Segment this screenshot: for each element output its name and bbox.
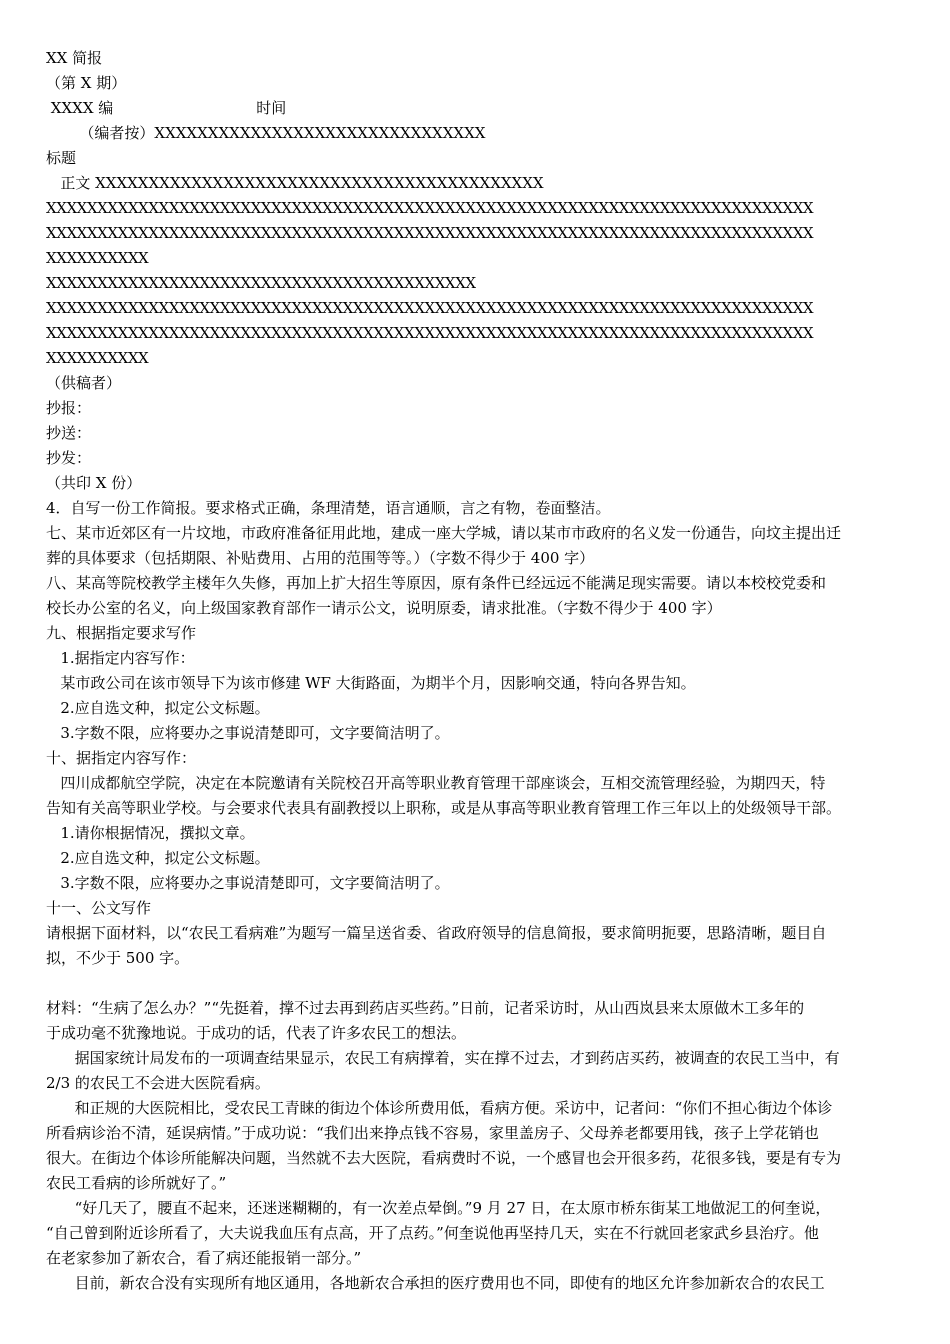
text-line: 3.字数不限，应将要办之事说清楚即可，文字要简洁明了。 [46,874,450,892]
text-line: 据国家统计局发布的一项调查结果显示，农民工有病撑着，实在撑不过去，才到药店买药，被调查的农民工当中，有 [46,1049,840,1067]
text-line: （第 X 期） [46,74,127,92]
text-line: 抄报： [46,399,92,417]
text-line: 拟，不少于 500 字。 [46,949,190,967]
text-line: XXXXXXXXXX [46,349,149,367]
text-line: XXXXXXXXXXXXXXXXXXXXXXXXXXXXXXXXXXXXXXXXXXXXXXXXXXXXXXXXXXXXXXXXXXXXXXXXXXX [46,324,814,342]
text-line: 农民工看病的诊所就好了。” [46,1174,227,1192]
text-line: XXXXXXXXXXXXXXXXXXXXXXXXXXXXXXXXXXXXXXXXXX [46,274,476,292]
text-line: 请根据下面材料，以“农民工看病难”为题写一篇呈送省委、省政府领导的信息简报，要求简明扼要，思路清晰，题目自 [46,924,827,942]
text-line: 所看病诊治不清，延误病情。”于成功说：“我们出来挣点钱不容易，家里盖房子、父母养老都要用钱，孩子上学花销也 [46,1124,819,1142]
text-line: 某市政公司在该市领导下为该市修建 WF 大街路面，为期半个月，因影响交通，特向各界告知。 [46,674,696,692]
text-line: 十、据指定内容写作： [46,749,197,767]
text-line: XXXX 编 时间 [46,99,287,117]
text-line: 2.应自选文种，拟定公文标题。 [46,699,270,717]
text-line: 3.字数不限，应将要办之事说清楚即可，文字要简洁明了。 [46,724,450,742]
text-line: 十一、公文写作 [46,899,152,917]
text-line: 正文 XXXXXXXXXXXXXXXXXXXXXXXXXXXXXXXXXXXXXXXXXX [46,174,544,192]
text-line: 2.应自选文种，拟定公文标题。 [46,849,270,867]
text-line: （共印 X 份） [46,474,142,492]
text-line: 葬的具体要求（包括期限、补贴费用、占用的范围等等。）（字数不得少于 400 字） [46,549,595,567]
text-line: 告知有关高等职业学校。与会要求代表具有副教授以上职称，或是从事高等职业教育管理工作三年以上的处级领导干部。 [46,799,842,817]
text-line: 八、某高等院校教学主楼年久失修，再加上扩大招生等原因，原有条件已经远远不能满足现实需要。请以本校校党委和 [46,574,827,592]
text-line: XXXXXXXXXXXXXXXXXXXXXXXXXXXXXXXXXXXXXXXXXXXXXXXXXXXXXXXXXXXXXXXXXXXXXXXXXXX [46,199,814,217]
text-line: 抄送： [46,424,92,442]
text-line [46,971,908,996]
text-line: “好几天了，腰直不起来，还迷迷糊糊的，有一次差点晕倒。”9 月 27 日，在太原市桥东街某工地做泥工的何奎说， [46,1199,831,1217]
text-line: （供稿者） [46,374,122,392]
text-line: XX 简报 [46,49,103,67]
text-line: 四川成都航空学院，决定在本院邀请有关院校召开高等职业教育管理干部座谈会，互相交流管理经验，为期四天，特 [46,774,826,792]
text-line: XXXXXXXXXXXXXXXXXXXXXXXXXXXXXXXXXXXXXXXXXXXXXXXXXXXXXXXXXXXXXXXXXXXXXXXXXXX [46,224,814,242]
text-line: 4．自写一份工作简报。要求格式正确，条理清楚，语言通顺，言之有物，卷面整洁。 [46,499,611,517]
text-line: 在老家参加了新农合，看了病还能报销一部分。” [46,1249,362,1267]
text-line: 七、某市近郊区有一片坟地，市政府准备征用此地，建成一座大学城，请以某市市政府的名义发一份通告，向坟主提出迁 [46,524,842,542]
text-line: 1.据指定内容写作： [46,649,195,667]
text-line: 1.请你根据情况，撰拟文章。 [46,824,255,842]
text-line: （编者按）XXXXXXXXXXXXXXXXXXXXXXXXXXXXXXX [46,124,486,142]
text-line: 材料：“生病了怎么办？”“先挺着，撑不过去再到药店买些药。”日前，记者采访时，从山西岚县来太原做木工多年的 [46,999,805,1017]
text-line: 标题 [46,149,77,167]
text-line: 校长办公室的名义，向上级国家教育部作一请示公文，说明原委，请求批准。（字数不得少于 400 字） [46,599,722,617]
text-line: XXXXXXXXXXXXXXXXXXXXXXXXXXXXXXXXXXXXXXXXXXXXXXXXXXXXXXXXXXXXXXXXXXXXXXXXXXX [46,299,814,317]
text-line: 九、根据指定要求写作 [46,624,197,642]
text-line: 抄发： [46,449,92,467]
text-line: 很大。在街边个体诊所能解决问题，当然就不去大医院，看病费时不说，一个感冒也会开很多药，花很多钱，要是有专为 [46,1149,842,1167]
text-line: “自己曾到附近诊所看了，大夫说我血压有点高，开了点药。”何奎说他再坚持几天，实在不行就回老家武乡县治疗。他 [46,1224,819,1242]
text-line: 于成功毫不犹豫地说。于成功的话，代表了许多农民工的想法。 [46,1024,467,1042]
text-line: 和正规的大医院相比，受农民工青睐的街边个体诊所费用低，看病方便。采访中，记者问：“你们不担心街边个体诊 [46,1099,833,1117]
text-line: XXXXXXXXXX [46,249,149,267]
document-page [46,46,908,1296]
text-line: 2/3 的农民工不会进大医院看病。 [46,1074,270,1092]
text-line: 目前，新农合没有实现所有地区通用，各地新农合承担的医疗费用也不同，即使有的地区允许参加新农合的农民工 [46,1274,825,1292]
